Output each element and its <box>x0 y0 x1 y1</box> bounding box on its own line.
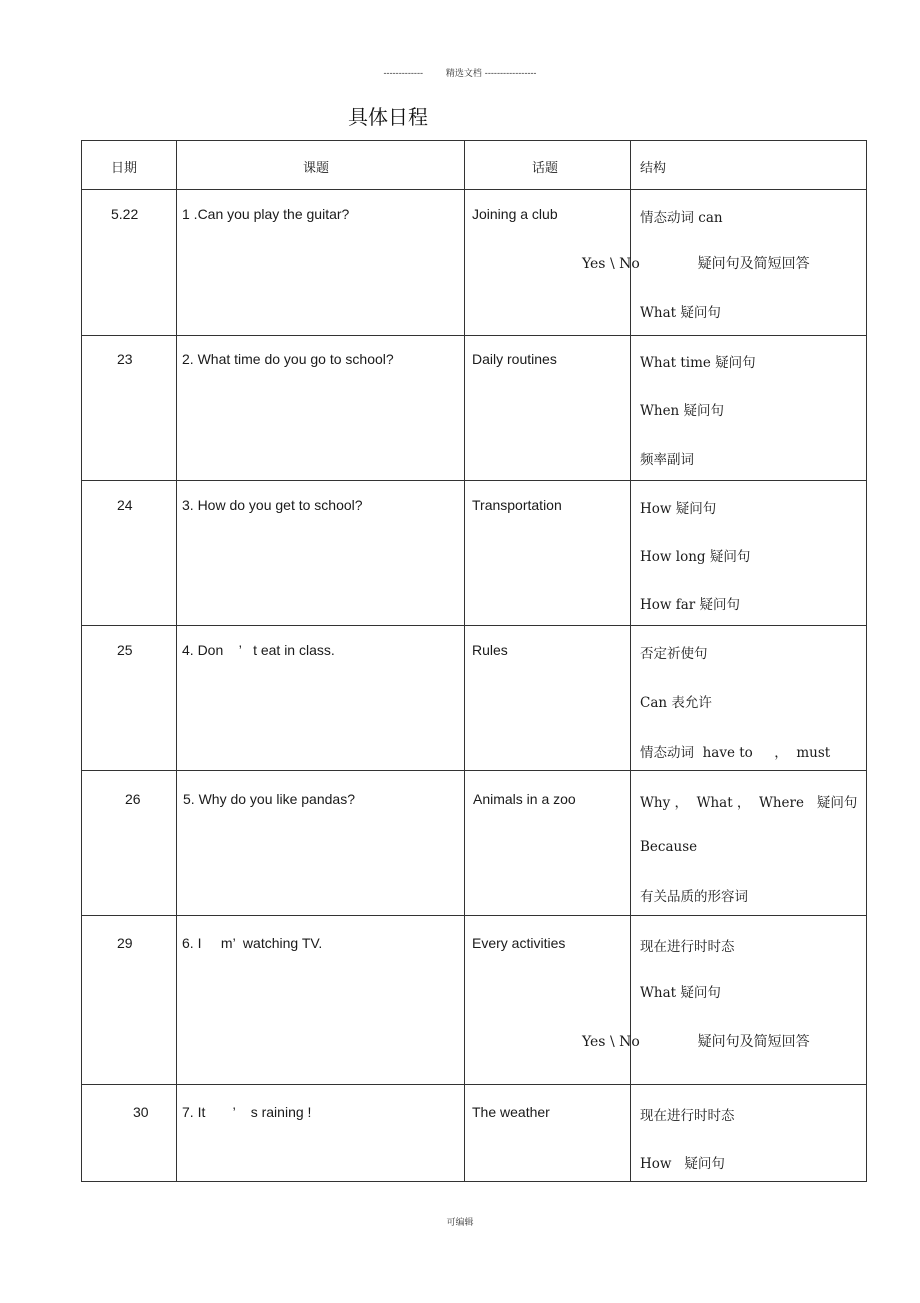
lesson-cell <box>177 190 465 336</box>
structure-line: 否定祈使句 <box>640 646 708 662</box>
structure-line: 情态动词 can <box>640 210 723 226</box>
lesson-title: 1 .Can you play the guitar? <box>182 206 350 222</box>
topic-cell <box>465 916 631 1085</box>
topic-value: Daily routines <box>472 351 557 367</box>
header-cell-date <box>82 141 177 190</box>
topic-cell <box>465 626 631 771</box>
structure-line: 频率副词 <box>640 452 694 468</box>
structure-line: What time 疑问句 <box>640 355 756 371</box>
topic-value: The weather <box>472 1104 550 1120</box>
structure-cell <box>631 481 867 626</box>
header-structure-label: 结构 <box>640 161 667 176</box>
header-lesson-label: 课题 <box>303 161 330 176</box>
structure-cell <box>631 1085 867 1182</box>
structure-line: Can 表允许 <box>640 695 712 711</box>
table-row <box>82 336 867 481</box>
structure-line: 情态动词 have to ， must <box>640 745 831 761</box>
structure-line: How long 疑问句 <box>640 549 751 565</box>
structure-cell <box>631 771 867 916</box>
lesson-cell <box>177 626 465 771</box>
header-cell-lesson <box>177 141 465 190</box>
lesson-title: 2. What time do you go to school? <box>182 351 394 367</box>
date-value: 25 <box>117 642 133 658</box>
lesson-cell <box>177 1085 465 1182</box>
table-header-row <box>82 141 867 190</box>
lesson-cell <box>177 336 465 481</box>
structure-line: What 疑问句 <box>640 305 721 321</box>
structure-cell <box>631 626 867 771</box>
date-cell <box>82 481 177 626</box>
topic-value: Joining a club <box>472 206 558 222</box>
structure-line: How 疑问句 <box>640 1156 725 1172</box>
date-value: 26 <box>125 791 141 807</box>
topic-cell <box>465 1085 631 1182</box>
structure-line: 现在进行时时态 <box>640 1108 735 1124</box>
date-value: 24 <box>117 497 133 513</box>
topic-value: Animals in a zoo <box>473 791 576 807</box>
table-row <box>82 1085 867 1182</box>
lesson-title: 6. I m’ watching TV. <box>182 935 323 951</box>
date-cell <box>82 1085 177 1182</box>
structure-line: Because <box>640 839 698 855</box>
structure-line: When 疑问句 <box>640 403 725 419</box>
topic-cell <box>465 771 631 916</box>
lesson-cell <box>177 771 465 916</box>
date-cell <box>82 626 177 771</box>
structure-line: What 疑问句 <box>640 985 721 1001</box>
date-cell <box>82 336 177 481</box>
table-row <box>82 771 867 916</box>
date-cell <box>82 916 177 1085</box>
lesson-title: 7. It ’ s raining ! <box>182 1104 312 1120</box>
structure-cell <box>631 916 867 1085</box>
date-value: 5.22 <box>111 206 139 222</box>
date-cell <box>82 771 177 916</box>
page-footer: 可编辑 <box>446 1218 474 1228</box>
topic-value: Every activities <box>472 935 566 951</box>
date-cell <box>82 190 177 336</box>
header-topic-label: 话题 <box>532 161 559 176</box>
table-row <box>82 626 867 771</box>
structure-line-yes-no: Yes \ No 疑问句及简短回答 <box>582 1034 810 1050</box>
table-row <box>82 481 867 626</box>
lesson-cell <box>177 916 465 1085</box>
structure-line: How 疑问句 <box>640 501 717 517</box>
lesson-title: 4. Don ’ t eat in class. <box>182 642 335 658</box>
topic-cell <box>465 481 631 626</box>
date-value: 23 <box>117 351 133 367</box>
structure-line: How far 疑问句 <box>640 597 741 613</box>
header-date-label: 日期 <box>111 161 138 176</box>
header-cell-topic <box>465 141 631 190</box>
structure-line-yes-no: Yes \ No 疑问句及简短回答 <box>582 256 810 272</box>
structure-line: 有关品质的形容词 <box>640 889 748 905</box>
lesson-title: 3. How do you get to school? <box>182 497 363 513</box>
topic-value: Rules <box>472 642 508 658</box>
lesson-title: 5. Why do you like pandas? <box>183 791 355 807</box>
topic-value: Transportation <box>472 497 562 513</box>
structure-line: Why ， What ， Where 疑问句 <box>640 795 858 811</box>
lesson-cell <box>177 481 465 626</box>
structure-line: 现在进行时时态 <box>640 939 735 955</box>
date-value: 29 <box>117 935 133 951</box>
table-row <box>82 916 867 1085</box>
topic-cell <box>465 336 631 481</box>
structure-cell <box>631 336 867 481</box>
schedule-table <box>81 140 867 1182</box>
header-cell-structure <box>631 141 867 190</box>
page-header: ------------- 精选文档 ----------------- <box>383 69 537 79</box>
date-value: 30 <box>133 1104 149 1120</box>
page-title: 具体日程 <box>348 105 428 129</box>
